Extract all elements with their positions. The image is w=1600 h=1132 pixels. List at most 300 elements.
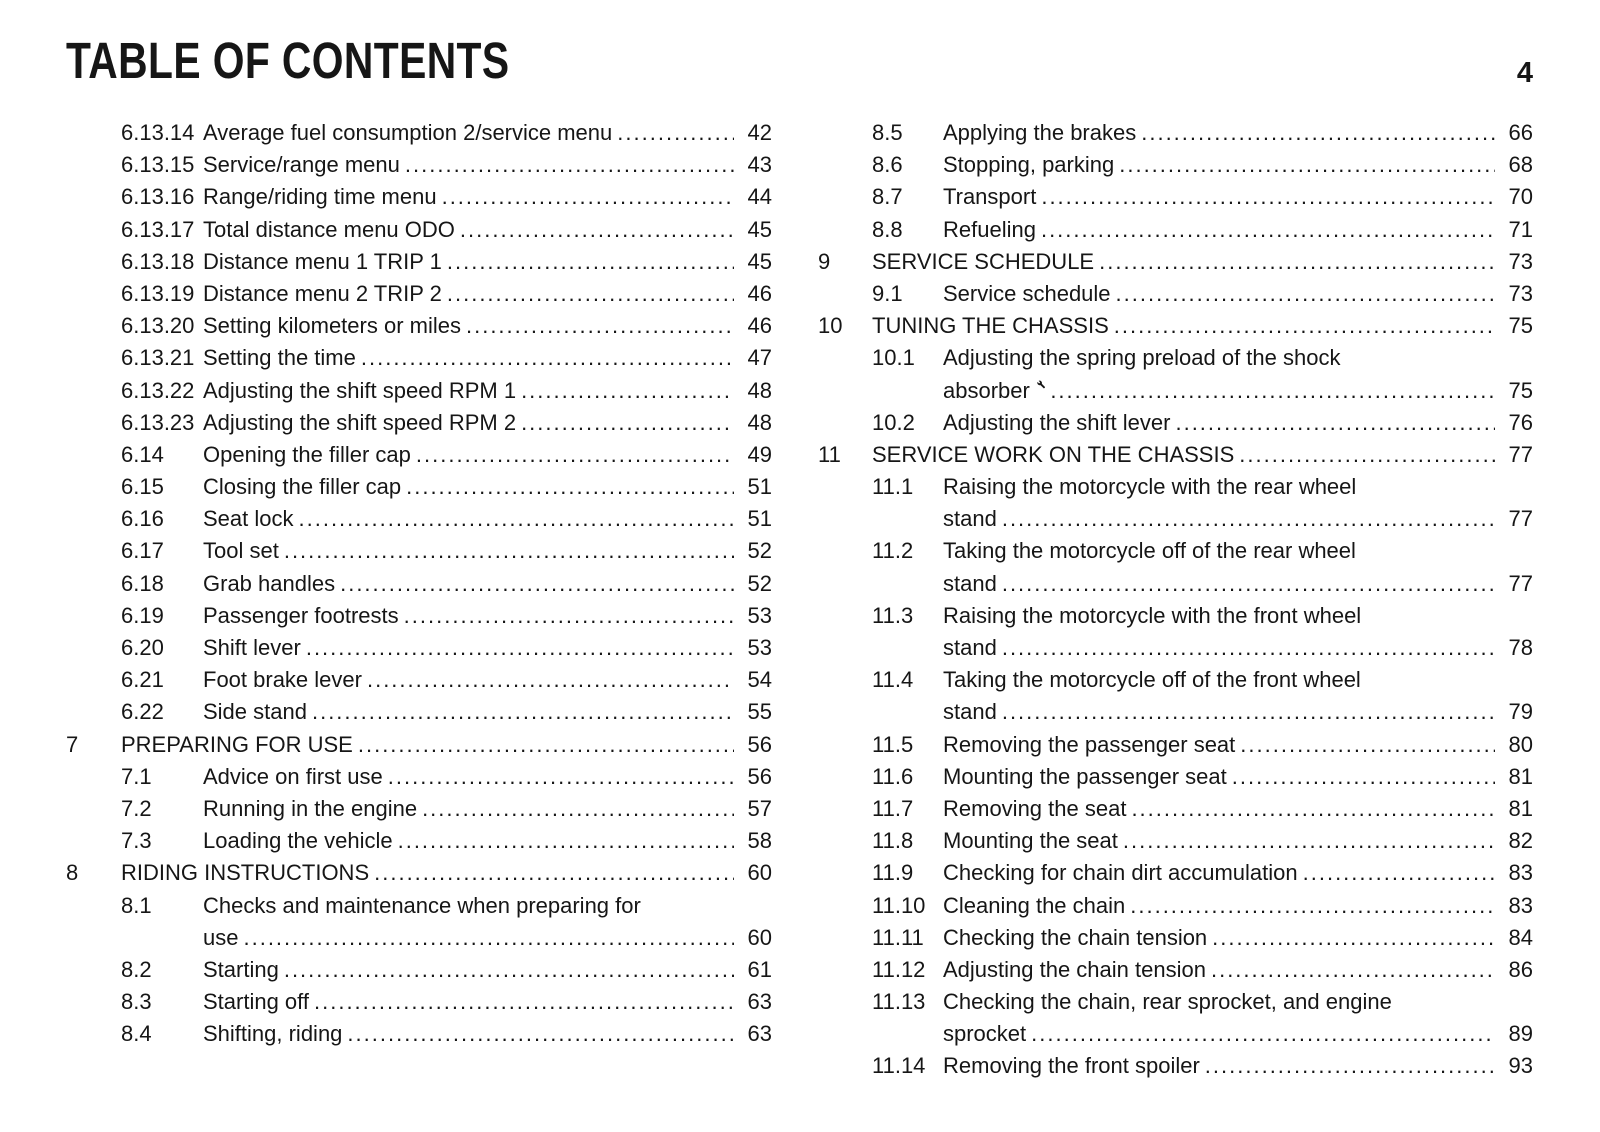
toc-row[interactable] bbox=[66, 857, 772, 889]
toc-row[interactable] bbox=[818, 214, 1533, 246]
toc-entry-number: 6.14 bbox=[121, 441, 164, 467]
toc-row[interactable] bbox=[66, 825, 772, 857]
toc-entry-title: Total distance menu ODO bbox=[203, 216, 455, 242]
toc-column-left bbox=[66, 117, 772, 1050]
toc-row[interactable] bbox=[66, 117, 772, 149]
toc-entry-line bbox=[943, 1050, 1533, 1082]
toc-dot-leader bbox=[416, 439, 734, 471]
toc-page-number: 86 bbox=[1508, 956, 1533, 982]
toc-entry-number: 8.3 bbox=[121, 989, 152, 1015]
toc-entry-title: Distance menu 1 TRIP 1 bbox=[203, 248, 442, 274]
toc-dot-leader bbox=[358, 729, 734, 761]
toc-row[interactable] bbox=[818, 149, 1533, 181]
toc-page-number: 46 bbox=[747, 280, 772, 306]
toc-page-number: 77 bbox=[1508, 506, 1533, 532]
toc-row[interactable] bbox=[818, 664, 1533, 696]
toc-dot-leader bbox=[466, 310, 734, 342]
toc-entry-number: 6.18 bbox=[121, 570, 164, 596]
toc-entry-line bbox=[203, 149, 772, 181]
toc-dot-leader bbox=[447, 278, 734, 310]
toc-entry-line bbox=[943, 278, 1533, 310]
toc-dot-leader bbox=[398, 825, 734, 857]
toc-row[interactable] bbox=[66, 407, 772, 439]
toc-row[interactable] bbox=[66, 342, 772, 374]
toc-row[interactable] bbox=[818, 1018, 1533, 1050]
toc-entry-number: 8.5 bbox=[872, 120, 903, 145]
toc-entry-line bbox=[203, 793, 772, 825]
toc-entry-line bbox=[943, 696, 1533, 728]
toc-dot-leader bbox=[1240, 729, 1495, 761]
toc-page-number: 60 bbox=[747, 860, 772, 886]
toc-entry-title: Seat lock bbox=[203, 506, 294, 532]
toc-entry-number: 6.13.23 bbox=[121, 409, 195, 435]
toc-entry-number: 8.4 bbox=[121, 1021, 152, 1047]
toc-entry-title: Raising the motorcycle with the rear wheel bbox=[943, 474, 1357, 500]
toc-entry-line bbox=[943, 535, 1533, 567]
toc-row[interactable] bbox=[818, 954, 1533, 986]
toc-entry-title: stand bbox=[943, 699, 997, 725]
toc-entry-line bbox=[203, 117, 772, 149]
toc-dot-leader bbox=[1303, 857, 1495, 889]
toc-row[interactable] bbox=[818, 825, 1533, 857]
toc-row[interactable] bbox=[66, 246, 772, 278]
toc-entry-line bbox=[203, 954, 772, 986]
toc-entry-title: Loading the vehicle bbox=[203, 828, 393, 854]
toc-entry-number: 6.13.16 bbox=[121, 184, 195, 210]
toc-entry-title: Checks and maintenance when preparing for bbox=[203, 892, 641, 918]
toc-entry-number: 8 bbox=[66, 860, 79, 886]
toc-entry-title: Service/range menu bbox=[203, 152, 400, 178]
toc-dot-leader bbox=[1212, 922, 1495, 954]
toc-dot-leader bbox=[284, 954, 734, 986]
toc-entry-line bbox=[203, 825, 772, 857]
toc-dot-leader bbox=[1175, 407, 1495, 439]
toc-entry-number: 11.9 bbox=[872, 860, 914, 886]
toc-entry-title: Starting bbox=[203, 956, 279, 982]
toc-entry-number: 7.1 bbox=[121, 763, 152, 789]
toc-dot-leader bbox=[314, 986, 734, 1018]
toc-row[interactable] bbox=[818, 857, 1533, 889]
toc-entry-title: Adjusting the shift speed RPM 2 bbox=[203, 409, 517, 435]
toc-dot-leader bbox=[347, 1018, 734, 1050]
toc-dot-leader bbox=[442, 181, 734, 213]
toc-row[interactable] bbox=[818, 761, 1533, 793]
toc-entry-title: Mounting the seat bbox=[943, 828, 1118, 854]
toc-entry-title: sprocket bbox=[943, 1021, 1027, 1047]
toc-page-number: 42 bbox=[747, 120, 772, 145]
toc-entry-number: 11.1 bbox=[872, 474, 914, 500]
toc-entry-number: 6.13.18 bbox=[121, 248, 195, 274]
toc-page-number: 52 bbox=[747, 538, 772, 564]
toc-column-right bbox=[818, 117, 1533, 1083]
toc-dot-leader bbox=[1041, 181, 1495, 213]
toc-entry-number: 6.19 bbox=[121, 602, 164, 628]
toc-dot-leader bbox=[1031, 1018, 1495, 1050]
toc-dot-leader bbox=[374, 857, 734, 889]
toc-entry-line bbox=[203, 664, 772, 696]
toc-entry-line bbox=[203, 181, 772, 213]
toc-page-number: 75 bbox=[1508, 313, 1533, 339]
toc-entry-line bbox=[943, 1018, 1533, 1050]
toc-entry-line bbox=[203, 600, 772, 632]
toc-row[interactable] bbox=[66, 954, 772, 986]
toc-entry-line bbox=[203, 1018, 772, 1050]
toc-page-number: 70 bbox=[1508, 184, 1533, 210]
toc-dot-leader bbox=[1050, 375, 1495, 407]
toc-entry-title: Shifting, riding bbox=[203, 1021, 343, 1047]
toc-entry-line bbox=[203, 375, 772, 407]
toc-dot-leader bbox=[617, 117, 734, 149]
toc-dot-leader bbox=[460, 214, 734, 246]
toc-page-number: 73 bbox=[1508, 248, 1533, 274]
toc-entry-title: Taking the motorcycle off of the front wheel bbox=[943, 667, 1361, 693]
toc-entry-line bbox=[943, 825, 1533, 857]
toc-dot-leader bbox=[422, 793, 734, 825]
toc-entry-title: Checking the chain tension bbox=[943, 924, 1208, 950]
toc-row[interactable] bbox=[66, 922, 772, 954]
toc-entry-line bbox=[943, 857, 1533, 889]
toc-page-number: 81 bbox=[1508, 763, 1533, 789]
toc-row[interactable] bbox=[66, 503, 772, 535]
toc-entry-number: 8.1 bbox=[121, 892, 152, 918]
toc-entry-line bbox=[943, 149, 1533, 181]
toc-row[interactable] bbox=[818, 407, 1533, 439]
toc-dot-leader bbox=[1119, 149, 1495, 181]
page-title: TABLE OF CONTENTS bbox=[66, 32, 510, 89]
toc-entry-number: 6.13.20 bbox=[121, 313, 195, 339]
toc-entry-number: 11.10 bbox=[872, 892, 926, 918]
indent-spacer bbox=[872, 696, 943, 728]
toc-row[interactable] bbox=[66, 664, 772, 696]
toc-dot-leader bbox=[388, 761, 734, 793]
toc-entry-title: SERVICE SCHEDULE bbox=[872, 248, 1095, 274]
toc-row[interactable] bbox=[66, 214, 772, 246]
indent-spacer bbox=[872, 568, 943, 600]
toc-row[interactable] bbox=[66, 1018, 772, 1050]
toc-page-number: 71 bbox=[1508, 216, 1533, 242]
toc-row[interactable] bbox=[66, 761, 772, 793]
toc-entry-number: 11.8 bbox=[872, 828, 914, 854]
toc-entry-line bbox=[943, 664, 1533, 696]
toc-page-number: 89 bbox=[1508, 1021, 1533, 1047]
toc-page-number: 73 bbox=[1508, 280, 1533, 306]
toc-dot-leader bbox=[284, 535, 734, 567]
toc-row[interactable] bbox=[66, 986, 772, 1018]
toc-row[interactable] bbox=[66, 600, 772, 632]
toc-page-number: 43 bbox=[747, 152, 772, 178]
toc-page-number: 83 bbox=[1508, 892, 1533, 918]
toc-dot-leader bbox=[521, 375, 734, 407]
toc-entry-title: Average fuel consumption 2/service menu bbox=[203, 120, 613, 145]
toc-row[interactable] bbox=[66, 729, 772, 761]
toc-entry-line bbox=[203, 214, 772, 246]
toc-row[interactable] bbox=[818, 696, 1533, 728]
toc-page-number: 79 bbox=[1508, 699, 1533, 725]
toc-row[interactable] bbox=[66, 149, 772, 181]
toc-row[interactable] bbox=[66, 793, 772, 825]
toc-page-number: 53 bbox=[747, 635, 772, 660]
toc-entry-line bbox=[943, 986, 1533, 1018]
toc-dot-leader bbox=[367, 664, 734, 696]
toc-page-number: 47 bbox=[747, 345, 772, 371]
toc-dot-leader bbox=[340, 568, 734, 600]
toc-page-number: 48 bbox=[747, 409, 772, 435]
toc-entry-title: Checking the chain, rear sprocket, and engine bbox=[943, 989, 1392, 1015]
toc-row[interactable] bbox=[818, 342, 1533, 374]
toc-row[interactable] bbox=[818, 181, 1533, 213]
toc-entry-title: Service schedule bbox=[943, 280, 1111, 306]
toc-entry-number: 7.2 bbox=[121, 795, 152, 821]
toc-entry-number: 11.3 bbox=[872, 602, 914, 628]
toc-entry-number: 6.13.21 bbox=[121, 345, 195, 371]
toc-entry-title: Passenger footrests bbox=[203, 602, 399, 628]
toc-page-number: 75 bbox=[1508, 377, 1533, 403]
toc-row[interactable] bbox=[66, 696, 772, 728]
toc-entry-number: 11.14 bbox=[872, 1053, 926, 1079]
toc-entry-number: 8.8 bbox=[872, 216, 903, 242]
toc-page-number: 44 bbox=[747, 184, 772, 210]
toc-page-number: 56 bbox=[747, 763, 772, 789]
toc-page-number: 68 bbox=[1508, 152, 1533, 178]
toc-entry-title: Advice on first use bbox=[203, 763, 383, 789]
toc-row[interactable] bbox=[818, 632, 1533, 664]
toc-entry-title: Adjusting the shift speed RPM 1 bbox=[203, 377, 517, 403]
toc-dot-leader bbox=[361, 342, 734, 374]
toc-page-number: 77 bbox=[1508, 441, 1533, 467]
toc-row[interactable] bbox=[818, 922, 1533, 954]
toc-entry-title: Adjusting the chain tension bbox=[943, 956, 1206, 982]
toc-dot-leader bbox=[405, 149, 734, 181]
toc-dot-leader bbox=[312, 696, 734, 728]
wrench-icon bbox=[1037, 375, 1045, 394]
toc-dot-leader bbox=[1130, 890, 1495, 922]
toc-entry-title: Removing the front spoiler bbox=[943, 1053, 1200, 1079]
toc-page-number: 51 bbox=[747, 506, 772, 532]
toc-page-number: 52 bbox=[747, 570, 772, 596]
toc-entry-number: 11.5 bbox=[872, 731, 914, 757]
toc-dot-leader bbox=[1116, 278, 1495, 310]
toc-entry-title: Cleaning the chain bbox=[943, 892, 1126, 918]
toc-entry-number: 9 bbox=[818, 248, 831, 274]
toc-entry-line bbox=[203, 471, 772, 503]
toc-row[interactable] bbox=[818, 1050, 1533, 1082]
toc-row[interactable] bbox=[66, 535, 772, 567]
toc-row[interactable] bbox=[818, 503, 1533, 535]
toc-entry-line bbox=[943, 632, 1533, 664]
toc-row[interactable] bbox=[66, 439, 772, 471]
toc-page-number: 78 bbox=[1508, 635, 1533, 660]
toc-row[interactable] bbox=[818, 986, 1533, 1018]
toc-dot-leader bbox=[1002, 503, 1495, 535]
toc-page-number: 49 bbox=[747, 441, 772, 467]
toc-entry-title: Running in the engine bbox=[203, 795, 418, 821]
toc-page-number: 81 bbox=[1508, 795, 1533, 821]
toc-entry-title: Foot brake lever bbox=[203, 667, 362, 693]
toc-row[interactable] bbox=[818, 729, 1533, 761]
toc-entry-line bbox=[943, 954, 1533, 986]
toc-entry-line bbox=[943, 117, 1533, 149]
toc-entry-line bbox=[943, 568, 1533, 600]
toc-entry-title: Removing the seat bbox=[943, 795, 1127, 821]
toc-entry-title: stand bbox=[943, 635, 997, 660]
toc-entry-title: Transport bbox=[943, 184, 1037, 210]
toc-row[interactable] bbox=[818, 439, 1533, 471]
toc-entry-title: Checking for chain dirt accumulation bbox=[943, 860, 1298, 886]
toc-entry-line bbox=[872, 439, 1533, 471]
toc-row[interactable] bbox=[818, 793, 1533, 825]
toc-dot-leader bbox=[1232, 761, 1495, 793]
indent-spacer bbox=[872, 503, 943, 535]
toc-row[interactable] bbox=[818, 375, 1533, 407]
toc-row[interactable] bbox=[66, 632, 772, 664]
toc-entry-line bbox=[203, 696, 772, 728]
toc-entry-line bbox=[943, 342, 1533, 374]
toc-page-number: 63 bbox=[747, 989, 772, 1015]
toc-entry-line bbox=[203, 342, 772, 374]
toc-dot-leader bbox=[1141, 117, 1495, 149]
toc-entry-title: Stopping, parking bbox=[943, 152, 1115, 178]
toc-entry-line bbox=[943, 407, 1533, 439]
toc-entry-title: Adjusting the shift lever bbox=[943, 409, 1171, 435]
toc-entry-line bbox=[943, 471, 1533, 503]
toc-entry-number: 7 bbox=[66, 731, 79, 757]
toc-entry-line bbox=[203, 632, 772, 664]
toc-page-number: 48 bbox=[747, 377, 772, 403]
toc-entry-number: 11.7 bbox=[872, 795, 914, 821]
toc-entry-number: 11.2 bbox=[872, 538, 914, 564]
toc-dot-leader bbox=[1211, 954, 1495, 986]
toc-dot-leader bbox=[404, 600, 734, 632]
toc-entry-title: Grab handles bbox=[203, 570, 336, 596]
toc-dot-leader bbox=[1041, 214, 1495, 246]
toc-entry-line bbox=[203, 890, 772, 922]
toc-entry-number: 8.2 bbox=[121, 956, 152, 982]
toc-row[interactable] bbox=[66, 471, 772, 503]
toc-row[interactable] bbox=[66, 890, 772, 922]
toc-entry-line bbox=[203, 439, 772, 471]
toc-entry-line bbox=[943, 600, 1533, 632]
toc-entry-number: 6.20 bbox=[121, 635, 164, 660]
toc-row[interactable] bbox=[66, 375, 772, 407]
toc-entry-number: 8.7 bbox=[872, 184, 903, 210]
toc-entry-line bbox=[203, 278, 772, 310]
toc-entry-title: Tool set bbox=[203, 538, 279, 564]
toc-dot-leader bbox=[447, 246, 734, 278]
toc-row[interactable] bbox=[818, 117, 1533, 149]
toc-entry-title: Shift lever bbox=[203, 635, 301, 660]
toc-dot-leader bbox=[521, 407, 734, 439]
toc-page-number: 66 bbox=[1508, 120, 1533, 145]
toc-entry-number: 10.1 bbox=[872, 345, 915, 371]
toc-page-number: 58 bbox=[747, 828, 772, 854]
toc-dot-leader bbox=[1002, 632, 1495, 664]
toc-entry-number: 6.21 bbox=[121, 667, 164, 693]
toc-page-number: 53 bbox=[747, 602, 772, 628]
toc-entry-line bbox=[943, 729, 1533, 761]
toc-entry-number: 10.2 bbox=[872, 409, 915, 435]
toc-entry-title: stand bbox=[943, 506, 997, 532]
toc-page-number: 46 bbox=[747, 313, 772, 339]
toc-row[interactable] bbox=[818, 471, 1533, 503]
page-number: 4 bbox=[1516, 57, 1533, 89]
toc-entry-title: TUNING THE CHASSIS bbox=[872, 313, 1109, 339]
toc-page-number: 83 bbox=[1508, 860, 1533, 886]
toc-row[interactable] bbox=[66, 568, 772, 600]
toc-page-number: 57 bbox=[747, 795, 772, 821]
toc-entry-line bbox=[943, 181, 1533, 213]
indent-spacer bbox=[872, 632, 943, 664]
toc-row[interactable] bbox=[66, 310, 772, 342]
toc-row[interactable] bbox=[818, 535, 1533, 567]
toc-entry-line bbox=[872, 310, 1533, 342]
toc-entry-line bbox=[203, 761, 772, 793]
toc-dot-leader bbox=[1239, 439, 1495, 471]
toc-entry-number: 11.11 bbox=[872, 924, 924, 950]
toc-entry-line bbox=[203, 503, 772, 535]
toc-entry-title: use bbox=[203, 924, 239, 950]
toc-entry-number: 11.4 bbox=[872, 667, 914, 693]
toc-row[interactable] bbox=[818, 246, 1533, 278]
toc-entry-line bbox=[943, 922, 1533, 954]
toc-dot-leader bbox=[1131, 793, 1495, 825]
toc-entry-title: Range/riding time menu bbox=[203, 184, 437, 210]
toc-row[interactable] bbox=[818, 890, 1533, 922]
toc-entry-title: Raising the motorcycle with the front wheel bbox=[943, 602, 1362, 628]
toc-entry-line bbox=[943, 214, 1533, 246]
toc-entry-number: 6.13.17 bbox=[121, 216, 195, 242]
toc-dot-leader bbox=[1002, 696, 1495, 728]
toc-entry-line bbox=[203, 310, 772, 342]
toc-entry-title: SERVICE WORK ON THE CHASSIS bbox=[872, 441, 1235, 467]
indent-spacer bbox=[872, 375, 943, 407]
toc-dot-leader bbox=[1114, 310, 1495, 342]
toc-entry-number: 6.13.14 bbox=[121, 120, 195, 145]
toc-entry-number: 10 bbox=[818, 313, 843, 339]
toc-row[interactable] bbox=[66, 278, 772, 310]
toc-page-number: 55 bbox=[747, 699, 772, 725]
toc-page-number: 63 bbox=[747, 1021, 772, 1047]
toc-entry-number: 11.6 bbox=[872, 763, 914, 789]
toc-row[interactable] bbox=[818, 278, 1533, 310]
toc-entry-line bbox=[943, 761, 1533, 793]
toc-entry-number: 6.22 bbox=[121, 699, 164, 725]
toc-dot-leader bbox=[299, 503, 735, 535]
toc-page-number: 45 bbox=[747, 216, 772, 242]
toc-entry-number: 6.13.15 bbox=[121, 152, 195, 178]
toc-entry-title: stand bbox=[943, 570, 997, 596]
toc-entry-line bbox=[943, 793, 1533, 825]
toc-entry-line bbox=[943, 503, 1533, 535]
toc-entry-number: 6.13.22 bbox=[121, 377, 195, 403]
toc-dot-leader bbox=[306, 632, 734, 664]
toc-entry-title: Removing the passenger seat bbox=[943, 731, 1236, 757]
toc-entry-title: Opening the filler cap bbox=[203, 441, 411, 467]
toc-row[interactable] bbox=[818, 310, 1533, 342]
toc-row[interactable] bbox=[66, 181, 772, 213]
toc-row[interactable] bbox=[818, 600, 1533, 632]
toc-entry-number: 6.13.19 bbox=[121, 280, 195, 306]
toc-dot-leader bbox=[243, 922, 734, 954]
toc-dot-leader bbox=[1099, 246, 1495, 278]
toc-entry-line bbox=[203, 922, 772, 954]
toc-entry-number: 11.13 bbox=[872, 989, 926, 1015]
toc-entry-title: Adjusting the spring preload of the shock bbox=[943, 345, 1341, 371]
toc-entry-title: absorber bbox=[943, 377, 1030, 403]
toc-page-number: 93 bbox=[1508, 1053, 1533, 1079]
toc-entry-title: Starting off bbox=[203, 989, 309, 1015]
toc-row[interactable] bbox=[818, 568, 1533, 600]
toc-entry-title: Applying the brakes bbox=[943, 120, 1137, 145]
